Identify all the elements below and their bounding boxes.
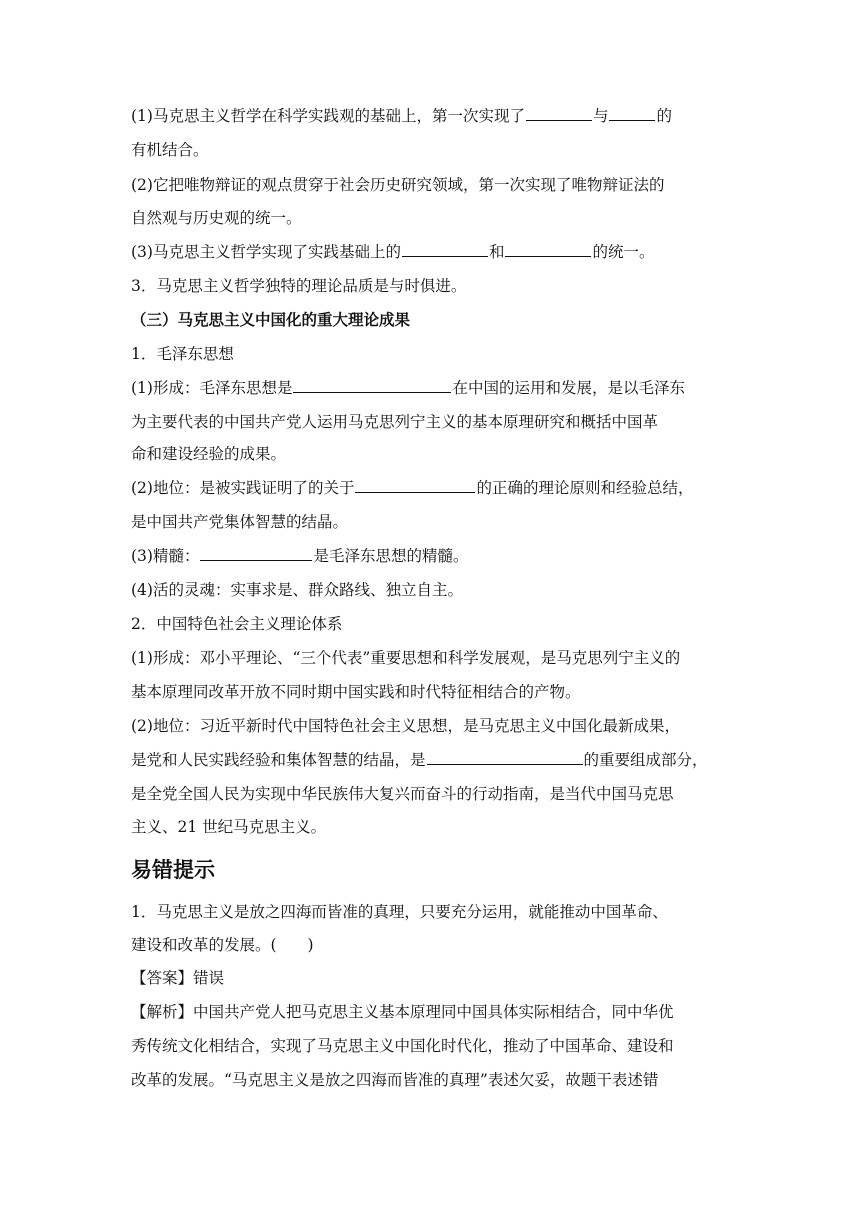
text-line: 基本原理同改革开放不同时期中国实践和时代特征相结合的产物。 [131,683,581,701]
text-line: 为主要代表的中国共产党人运用马克思列宁主义的基本原理研究和概括中国革 [131,413,659,431]
text-line: 是党和人民实践经验和集体智慧的结晶，是 的重要组成部分， [131,751,708,769]
fill-blank[interactable] [355,478,475,493]
fill-blank[interactable] [200,546,312,561]
text-line: (2)地位：习近平新时代中国特色社会主义思想，是马克思主义中国化最新成果， [131,717,680,735]
text-line: 秀传统文化相结合，实现了马克思主义中国化时代化，推动了中国革命、建设和 [131,1037,674,1055]
text-line: (1)马克思主义哲学在科学实践观的基础上，第一次实现了 与 的 [131,107,672,125]
fill-blank[interactable] [293,378,451,393]
text-line: (1)形成：毛泽东思想是 在中国的运用和发展，是以毛泽东 [131,379,685,397]
text-line: 建设和改革的发展。( ) [131,936,314,954]
fill-blank[interactable] [427,750,583,765]
text-line: (3)精髓： 是毛泽东思想的精髓。 [131,547,469,565]
text-line: 是全党全国人民为实现中华民族伟大复兴而奋斗的行动指南，是当代中国马克思 [131,785,674,803]
text-line: 命和建设经验的成果。 [131,445,287,463]
section-heading: （三）马克思主义中国化的重大理论成果 [131,310,411,329]
text-line: 2．中国特色社会主义理论体系 [131,615,343,633]
text-line: 3．马克思主义哲学独特的理论品质是与时俱进。 [131,277,467,295]
text-line: (4)活的灵魂：实事求是、群众路线、独立自主。 [131,581,463,599]
text-line: 有机结合。 [131,141,209,159]
answer-line: 【答案】错误 [131,969,225,987]
text-line: 【解析】中国共产党人把马克思主义基本原理同中国具体实际相结合，同中华优 [131,1003,674,1021]
text-line: 1．马克思主义是放之四海而皆准的真理，只要充分运用，就能推动中国革命、 [131,903,668,921]
text-line: 是中国共产党集体智慧的结晶。 [131,513,349,531]
fill-blank[interactable] [505,242,591,257]
text-line: (1)形成：邓小平理论、“三个代表”重要思想和科学发展观，是马克思列宁主义的 [131,649,681,667]
text-line: 改革的发展。“马克思主义是放之四海而皆准的真理”表述欠妥，故题干表述错 [131,1071,659,1089]
fill-blank[interactable] [609,106,655,121]
text-line: (2)地位：是被实践证明了的关于 的正确的理论原则和经验总结， [131,479,694,497]
text-line: (2)它把唯物辩证的观点贯穿于社会历史研究领域，第一次实现了唯物辩证法的 [131,176,665,194]
text-line: 主义、21 世纪马克思主义。 [131,818,327,836]
text-line: (3)马克思主义哲学实现了实践基础上的 和 的统一。 [131,243,655,261]
fill-blank[interactable] [402,242,488,257]
fill-blank[interactable] [526,106,592,121]
text-line: 自然观与历史观的统一。 [131,209,302,227]
page-heading: 易错提示 [131,858,215,882]
text-line: 1．毛泽东思想 [131,345,234,363]
